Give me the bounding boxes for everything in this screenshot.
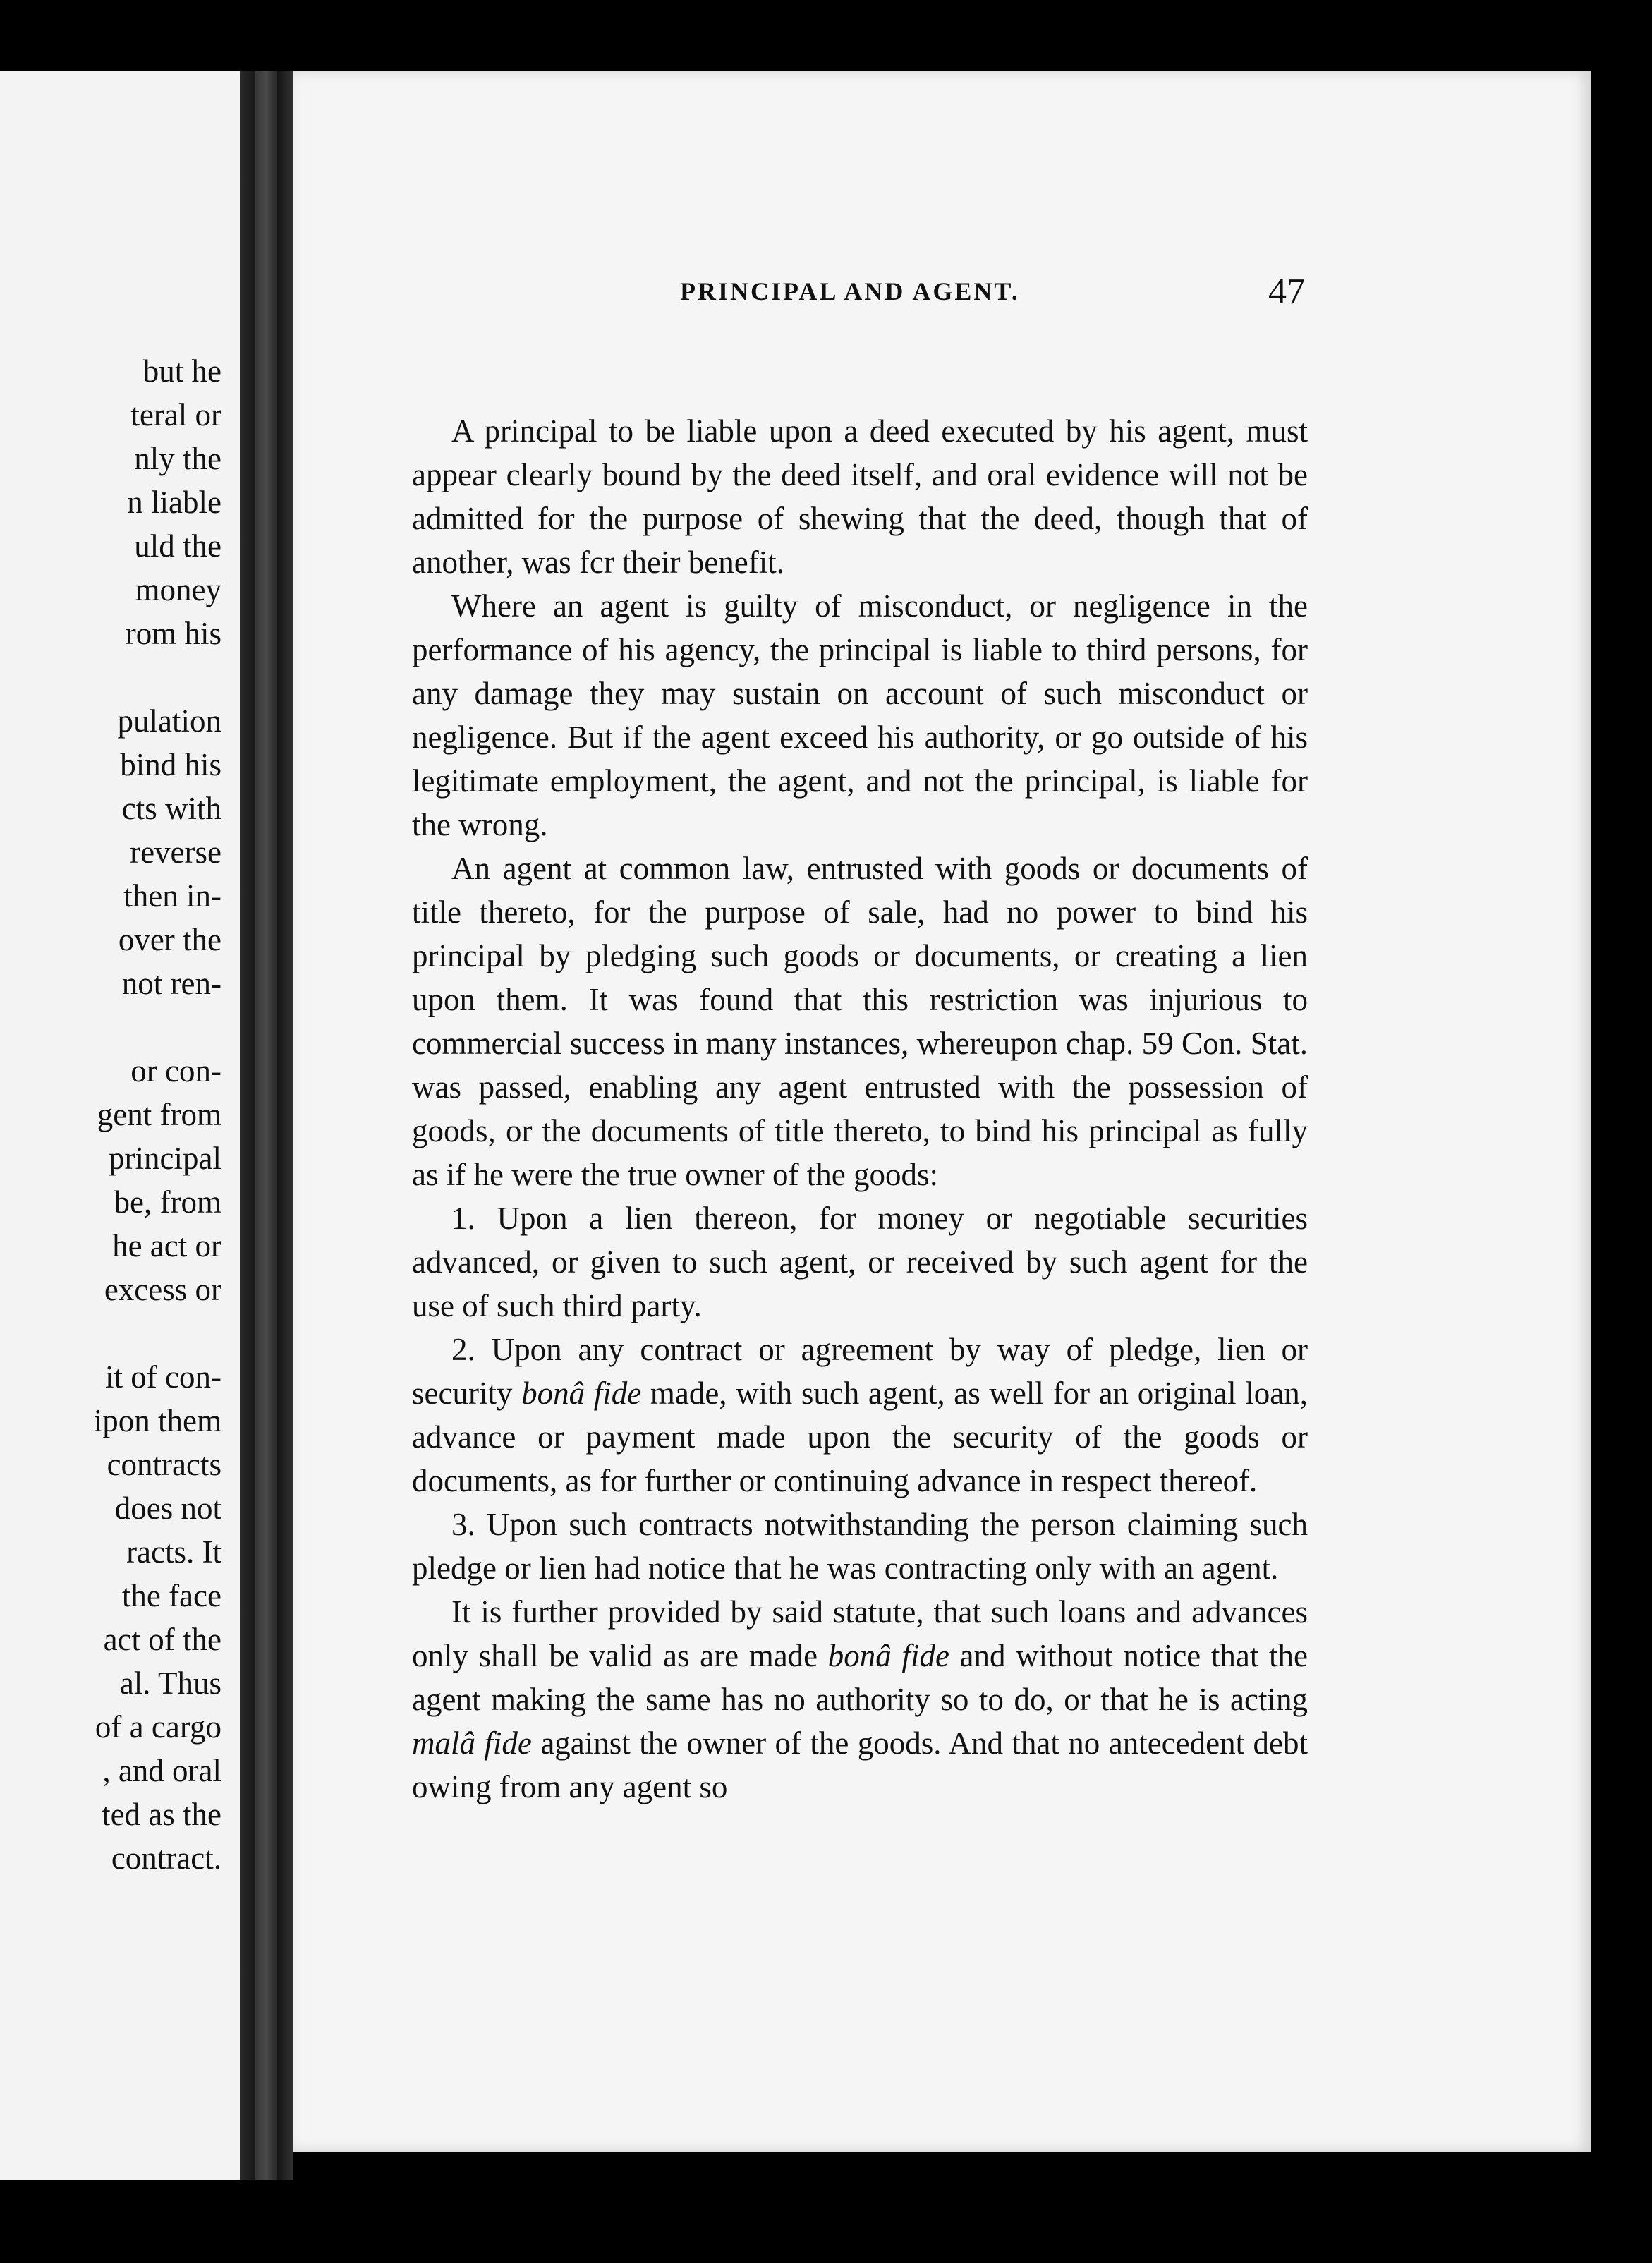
facing-page-line: act of the [103,1622,221,1657]
facing-page-line: not ren- [121,966,221,1001]
body-text [412,409,1308,1809]
facing-page-line: , and oral [102,1753,221,1788]
facing-page-left [0,71,240,2180]
facing-page-line: ted as the [102,1797,221,1832]
facing-page-line: money [135,572,221,607]
facing-page-line: uld the [134,528,221,564]
facing-page-line: ipon them [93,1403,221,1438]
book-page [293,71,1591,2152]
running-title: PRINCIPAL AND AGENT. [680,277,1020,305]
text-segment: made, with such agent, as well for an original loan, advance or payment made upon the security of the goods or documents, as for further or continuing advance in respect thereof. [412,1376,1308,1498]
text-segment: An agent at common law, entrusted with goods or documents of title thereto, for the purpose of sale, had no power to bind his principal by pledging such goods or documents, or creating a lien upon them. It was found that this restriction was injurious to commercial success in many instances, whereupon chap. 59 Con. Stat. was passed, enabling any agent entrusted with the possession of goods, or the documents of title thereto, to bind his principal as fully as if he were the true owner of the goods: [412,851,1308,1192]
facing-page-line: or con- [130,1053,221,1088]
facing-page-line: cts with [121,791,221,826]
facing-page-line: but he [142,353,221,389]
facing-page-line: contracts [107,1447,221,1482]
paragraph [412,584,1308,847]
facing-page-line: nly the [134,441,221,476]
text-segment: against the owner of the goods. And that no antecedent debt owing from any agent so [412,1725,1308,1804]
page-number: 47 [1268,272,1305,312]
text-segment: 2. Upon any contract or agreement by way of pledge, lien or security [412,1332,1308,1411]
facing-page-line: of a cargo [95,1709,221,1745]
facing-page-line: racts. It [126,1534,221,1570]
paragraph [412,847,1308,1196]
facing-page-line: then in- [123,878,221,914]
facing-page-line: the face [121,1578,221,1613]
facing-page-line: gent from [97,1097,221,1132]
facing-page-line: teral or [130,397,221,432]
facing-page-line: over the [118,922,221,957]
gutter-shading [255,71,277,2180]
text-segment: and without notice that the agent making the same has no authority so to do, or that he is acting [412,1638,1308,1717]
paragraph [412,1328,1308,1503]
facing-page-line: reverse [130,835,221,870]
italic-phrase: bonâ fide [827,1638,949,1673]
facing-page-line: n liable [127,485,221,520]
text-segment: 1. Upon a lien thereon, for money or negotiable securities advanced, or given to such agent, or received by such agent for the use of such third party. [412,1201,1308,1323]
paragraph [412,1503,1308,1590]
text-segment: It is further provided by said statute, that such loans and advances only shall be valid as are made [412,1594,1308,1673]
facing-page-line: does not [114,1491,221,1526]
paragraph [412,1196,1308,1328]
italic-phrase: bonâ fide [521,1376,642,1411]
facing-page-line: principal [109,1141,221,1176]
facing-page-line: it of con- [105,1359,221,1395]
facing-page-line: excess or [104,1272,221,1307]
facing-page-line: be, from [114,1184,221,1220]
running-header [293,272,1591,319]
paragraph [412,409,1308,584]
facing-page-line: bind his [120,747,221,782]
text-segment: 3. Upon such contracts notwithstanding the person claiming such pledge or lien had notice that he was contracting only with an agent. [412,1507,1308,1586]
facing-page-line: rom his [125,616,221,651]
facing-page-line: al. Thus [119,1666,221,1701]
italic-phrase: malâ fide [412,1725,532,1761]
text-segment: A principal to be liable upon a deed executed by his agent, must appear clearly bound by the deed itself, and oral evidence will not be admitted for the purpose of shewing that the deed, though that of another, was fcr their benefit. [412,413,1308,580]
paragraph [412,1590,1308,1809]
facing-page-line: pulation [117,703,221,739]
facing-page-line: he act or [112,1228,221,1263]
text-segment: Where an agent is guilty of misconduct, or negligence in the performance of his agency, the principal is liable to third persons, for any damage they may sustain on account of such misconduct or negligence. But if the agent exceed his authority, or go outside of his legitimate employment, the agent, and not the principal, is liable for the wrong. [412,588,1308,842]
facing-page-line: contract. [111,1840,221,1876]
